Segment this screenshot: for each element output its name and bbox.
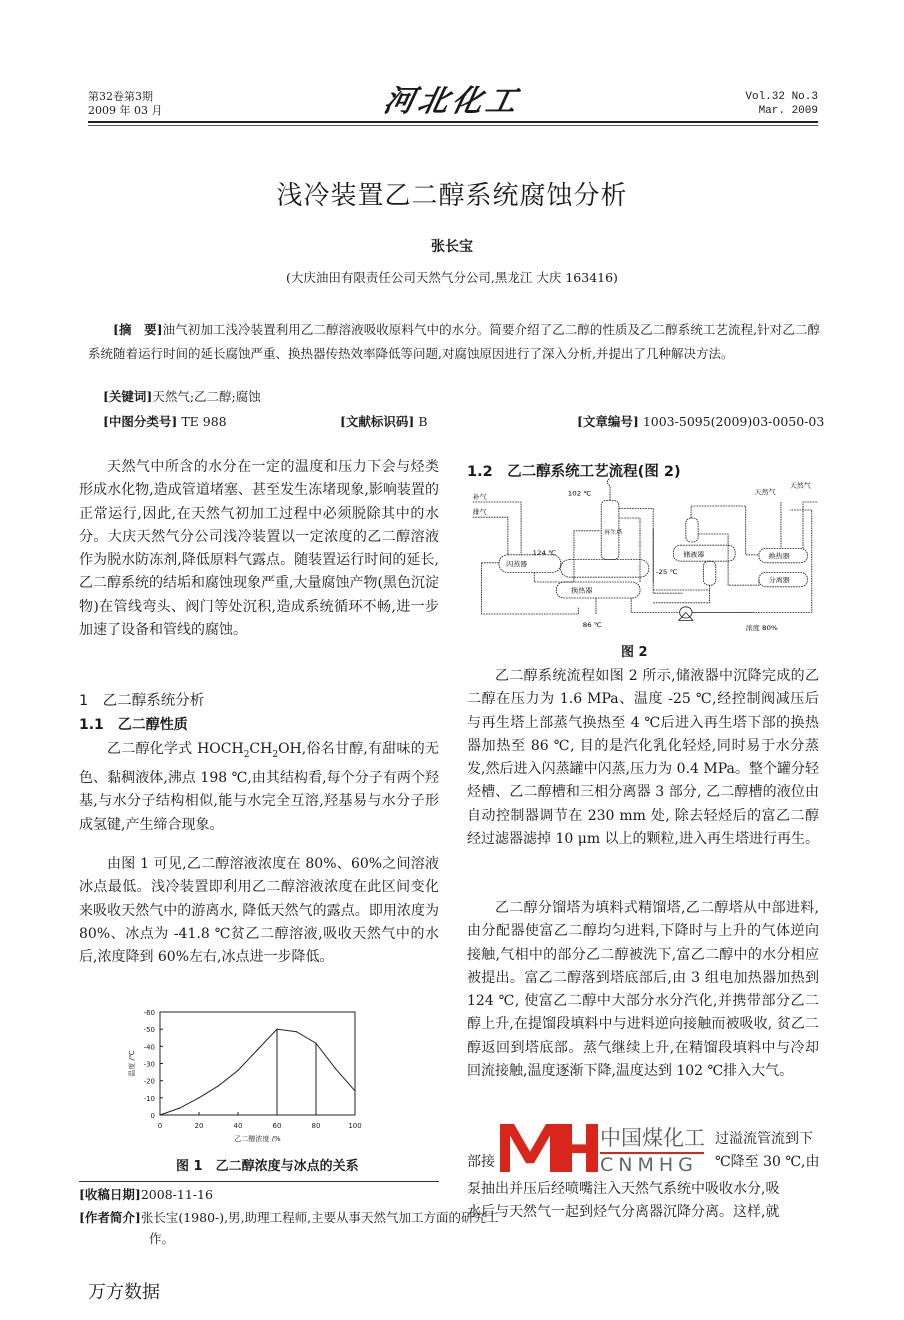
label-storage: 储液器 bbox=[683, 550, 705, 559]
label-concentration: 浓度 80% bbox=[745, 624, 778, 632]
paragraph-distillation: 乙二醇分馏塔为填料式精馏塔,乙二醇塔从中部进料,由分配器使富乙二醇均匀进料,下降时与上升的气体逆向接触,气相中的部分乙二醇被洗下,富乙二醇中的水分相应被提出。富乙二醇落到塔底部后,由 3 组电加热器加热到 124 ℃, 使富乙二醇中大部分水分汽化,并携带部分乙二醇上升,在提馏段填料中与进料逆向接触而被吸收, 贫乙二醇返回到塔底部。蒸气继续上升,在精馏段填料中与冷却回流接触,温度逐渐下降,温度达到 102 ℃排入大气。 bbox=[467, 900, 819, 1080]
y-tick-label: -30 bbox=[143, 1060, 155, 1069]
label-temp-cold: -25 ℃ bbox=[655, 568, 678, 576]
paragraph-process-flow: 乙二醇系统流程如图 2 所示,储液器中沉降完成的乙二醇在压力为 1.6 MPa、温度 -25 ℃,经控制阀减压后与再生塔上部蒸气换热至 4 ℃后进入再生塔下部的换热器加热至 86 ℃, 目的是汽化乳化轻烃,同时易于水分蒸发,然后进入闪蒸罐中闪蒸,压力为 0.4 MPa。整个罐分轻烃槽、乙二醇槽和三相分离器 3 部分, 乙二醇槽的液位由自动控制器调节在 230 mm 处, 除去轻烃后的富乙二醇经过滤器滤掉 10 μm 以上的颗粒,进入再生塔进行再生。 bbox=[467, 668, 819, 848]
data-point bbox=[159, 1114, 160, 1115]
valve-line bbox=[653, 585, 709, 603]
label-temp-top: 102 ℃ bbox=[567, 489, 592, 498]
x-tick-label: 20 bbox=[194, 1122, 204, 1130]
article-number bbox=[577, 412, 824, 430]
watermark-cn: 中国煤化工 bbox=[600, 1126, 705, 1150]
cold-feed-line bbox=[653, 529, 682, 593]
header-rule-thin bbox=[88, 125, 818, 126]
y-tick-label: -10 bbox=[143, 1094, 155, 1103]
data-point bbox=[179, 1108, 180, 1109]
figure-2-caption: 图 2 bbox=[621, 645, 648, 660]
label-temp-reboil: 124 ℃ bbox=[532, 549, 557, 557]
keywords-text: 天然气;乙二醇;腐蚀 bbox=[152, 389, 261, 404]
formula-subscript: 2 bbox=[243, 749, 250, 760]
label-vent-gas: 排气 bbox=[472, 508, 487, 516]
abstract-text: 油气初加工浅冷装置利用乙二醇溶液吸收原料气中的水分。简要介绍了乙二醇的性质及乙二醇系统工艺流程,针对乙二醇系统随着运行时间的延长腐蚀严重、换热器传热效率降低等问题,对腐蚀原因进行了深入分析,并提出了几种解决方法。 bbox=[88, 322, 820, 361]
paragraph-properties bbox=[79, 738, 439, 837]
bottom-return-line bbox=[481, 563, 578, 614]
storage-top-line bbox=[691, 506, 759, 555]
data-point bbox=[335, 1068, 336, 1069]
label-natgas-out: 天然气 bbox=[789, 481, 811, 490]
x-tick-label: 80 bbox=[311, 1122, 321, 1130]
clc-value: TE 988 bbox=[181, 414, 227, 429]
data-point bbox=[296, 1031, 297, 1032]
received-value: 2008-11-16 bbox=[140, 1187, 213, 1202]
paragraph-fragment: 部接 bbox=[467, 1154, 495, 1170]
journal-issue-info bbox=[88, 90, 162, 118]
article-author: 张长宝 bbox=[431, 239, 473, 255]
plot-frame bbox=[160, 1012, 355, 1115]
y-tick-label: -60 bbox=[143, 1009, 155, 1017]
data-point bbox=[257, 1049, 258, 1050]
bio-label: [作者简介] bbox=[79, 1210, 141, 1225]
paragraph-fragment: 水后与天然气一起到烃气分离器沉降分离。这样,就 bbox=[467, 1204, 780, 1220]
doc-code-value: B bbox=[418, 414, 428, 429]
article-no-value: 1003-5095(2009)03-0050-03 bbox=[642, 414, 825, 429]
y-axis-label: 温度 /℃ bbox=[128, 1050, 136, 1077]
paragraph-fragment: ℃降至 30 ℃,由 bbox=[715, 1154, 820, 1170]
overhead-line-1 bbox=[619, 508, 653, 582]
document-code bbox=[340, 412, 428, 430]
data-point bbox=[237, 1070, 238, 1071]
clc-label: [中图分类号] bbox=[103, 414, 178, 429]
x-tick-label: 100 bbox=[348, 1122, 362, 1130]
label-feed-gas: 补气 bbox=[472, 493, 487, 501]
watermark-en: CNMHG bbox=[600, 1154, 698, 1176]
paragraph-fig1-discussion: 由图 1 可见,乙二醇溶液浓度在 80%、60%之间溶液冰点最低。浅冷装置即利用乙二醇溶液浓度在此区间变化来吸收天然气中的游离水, 降低天然气的露点。即用浓度为 80%、冰点为 -41.8 ℃贫乙二醇溶液,吸收天然气中的水后,浓度降到 60%左右,冰点进一步降低。 bbox=[79, 856, 439, 966]
paragraph-fragment: 泵抽出并压后经喷嘴注入天然气系统中吸收水分,吸 bbox=[467, 1181, 780, 1197]
separator-feed-line bbox=[698, 534, 759, 585]
y-tick-label: 0 bbox=[150, 1112, 155, 1120]
cnmhg-watermark-logo bbox=[498, 1124, 598, 1172]
y-tick-label: -20 bbox=[143, 1077, 155, 1086]
journal-issue-info-en bbox=[745, 90, 818, 118]
formula-part: 乙二醇化学式 HOCH bbox=[107, 741, 244, 757]
source-mark: 万方数据 bbox=[88, 1282, 160, 1303]
section-heading-1-2: 1.2 乙二醇系统工艺流程(图 2) bbox=[467, 464, 681, 480]
paragraph-text: OH,俗名甘醇,有甜味的无色、黏稠液体,沸点 198 ℃,由其结构看,每个分子有两个羟基,与水分子结构相似,能与水完全互溶,羟基易与水分子形成氢键,产生缔合现象。 bbox=[79, 741, 439, 833]
article-title: 浅冷装置乙二醇系统腐蚀分析 bbox=[276, 181, 628, 211]
storage-drum-lower bbox=[703, 561, 715, 585]
keywords bbox=[103, 387, 261, 405]
y-tick-label: -40 bbox=[143, 1043, 155, 1052]
article-no-label: [文章编号] bbox=[577, 414, 639, 429]
data-point bbox=[218, 1085, 219, 1086]
storage-drum-upper bbox=[686, 518, 698, 542]
label-temp-bottom: 86 ℃ bbox=[582, 621, 602, 629]
label-flash-tank: 闪蒸器 bbox=[506, 560, 528, 568]
x-axis-label: 乙二醇浓度 /% bbox=[234, 1135, 281, 1143]
header-rule bbox=[88, 121, 818, 123]
date-en: Mar. 2009 bbox=[758, 105, 818, 117]
freezing-point-chart bbox=[100, 1000, 380, 1145]
y-tick-label: -50 bbox=[143, 1026, 155, 1035]
data-point bbox=[198, 1097, 199, 1098]
keywords-label: [关键词] bbox=[103, 389, 153, 404]
abstract-label: [摘 要] bbox=[113, 322, 163, 337]
author-affiliation: (大庆油田有限责任公司天然气分公司,黑龙江 大庆 163416) bbox=[286, 270, 618, 285]
volume-issue-cn: 第32卷第3期 bbox=[88, 90, 153, 103]
abstract bbox=[88, 318, 820, 366]
formula-part: CH bbox=[249, 741, 273, 757]
paragraph-fragment: 过溢流管流到下 bbox=[715, 1131, 813, 1147]
x-tick-label: 60 bbox=[272, 1122, 282, 1130]
figure-1-caption: 图 1 乙二醇浓度与冰点的关系 bbox=[176, 1159, 359, 1174]
journal-logo: 河北化工 bbox=[380, 84, 524, 119]
bottom-hx-shape bbox=[556, 582, 640, 598]
vent-gas-line bbox=[473, 517, 508, 555]
section-heading-1-1: 1.1 乙二醇性质 bbox=[79, 717, 188, 733]
doc-code-label: [文献标识码] bbox=[340, 414, 415, 429]
section-heading-1: 1 乙二醇系统分析 bbox=[79, 693, 205, 709]
label-bottom-hx: 换热器 bbox=[571, 586, 593, 595]
natgas-out-line bbox=[803, 502, 818, 548]
volume-issue-en: Vol.32 No.3 bbox=[745, 91, 818, 103]
intro-paragraph: 天然气中所含的水分在一定的温度和压力下会与烃类形成水化物,造成管道堵塞、甚至发生冻堵现象,影响装置的正常运行,因此,在天然气初加工过程中必须脱除其中的水分。大庆天然气分公司浅冷装置以一定浓度的乙二醇溶液作为脱水防冻剂,降低原料气露点。随装置运行时间的延长,乙二醇系统的结垢和腐蚀现象严重,大量腐蚀产物(黑色沉淀物)在管线弯头、阀门等处沉积,造成系统循环不畅,进一步加速了设备和管线的腐蚀。 bbox=[79, 459, 439, 639]
label-natgas-in: 天然气 bbox=[754, 488, 776, 496]
formula-subscript: 2 bbox=[272, 749, 279, 760]
bio-text: 张长宝(1980-),男,助理工程师,主要从事天然气加工方面的研究工作。 bbox=[140, 1210, 499, 1246]
x-tick-label: 0 bbox=[157, 1122, 163, 1130]
label-regen-tower: 再生塔 bbox=[603, 530, 623, 536]
date-cn: 2009 年 03 月 bbox=[88, 104, 163, 117]
process-flow-diagram bbox=[455, 478, 825, 638]
received-label: [收稿日期] bbox=[79, 1187, 141, 1202]
freezing-point-line bbox=[160, 1029, 355, 1115]
x-tick-label: 40 bbox=[233, 1122, 243, 1130]
footnote-rule bbox=[79, 1181, 439, 1182]
label-right-hx: 换热器 bbox=[768, 552, 790, 560]
received-date bbox=[79, 1184, 213, 1205]
chart-plot bbox=[127, 1009, 362, 1143]
author-bio bbox=[79, 1207, 509, 1249]
label-separator: 分离器 bbox=[768, 576, 790, 584]
clc-number bbox=[103, 412, 227, 430]
data-point bbox=[354, 1090, 355, 1091]
vent-stack-line bbox=[607, 478, 610, 500]
overhead-line-2 bbox=[619, 518, 640, 582]
